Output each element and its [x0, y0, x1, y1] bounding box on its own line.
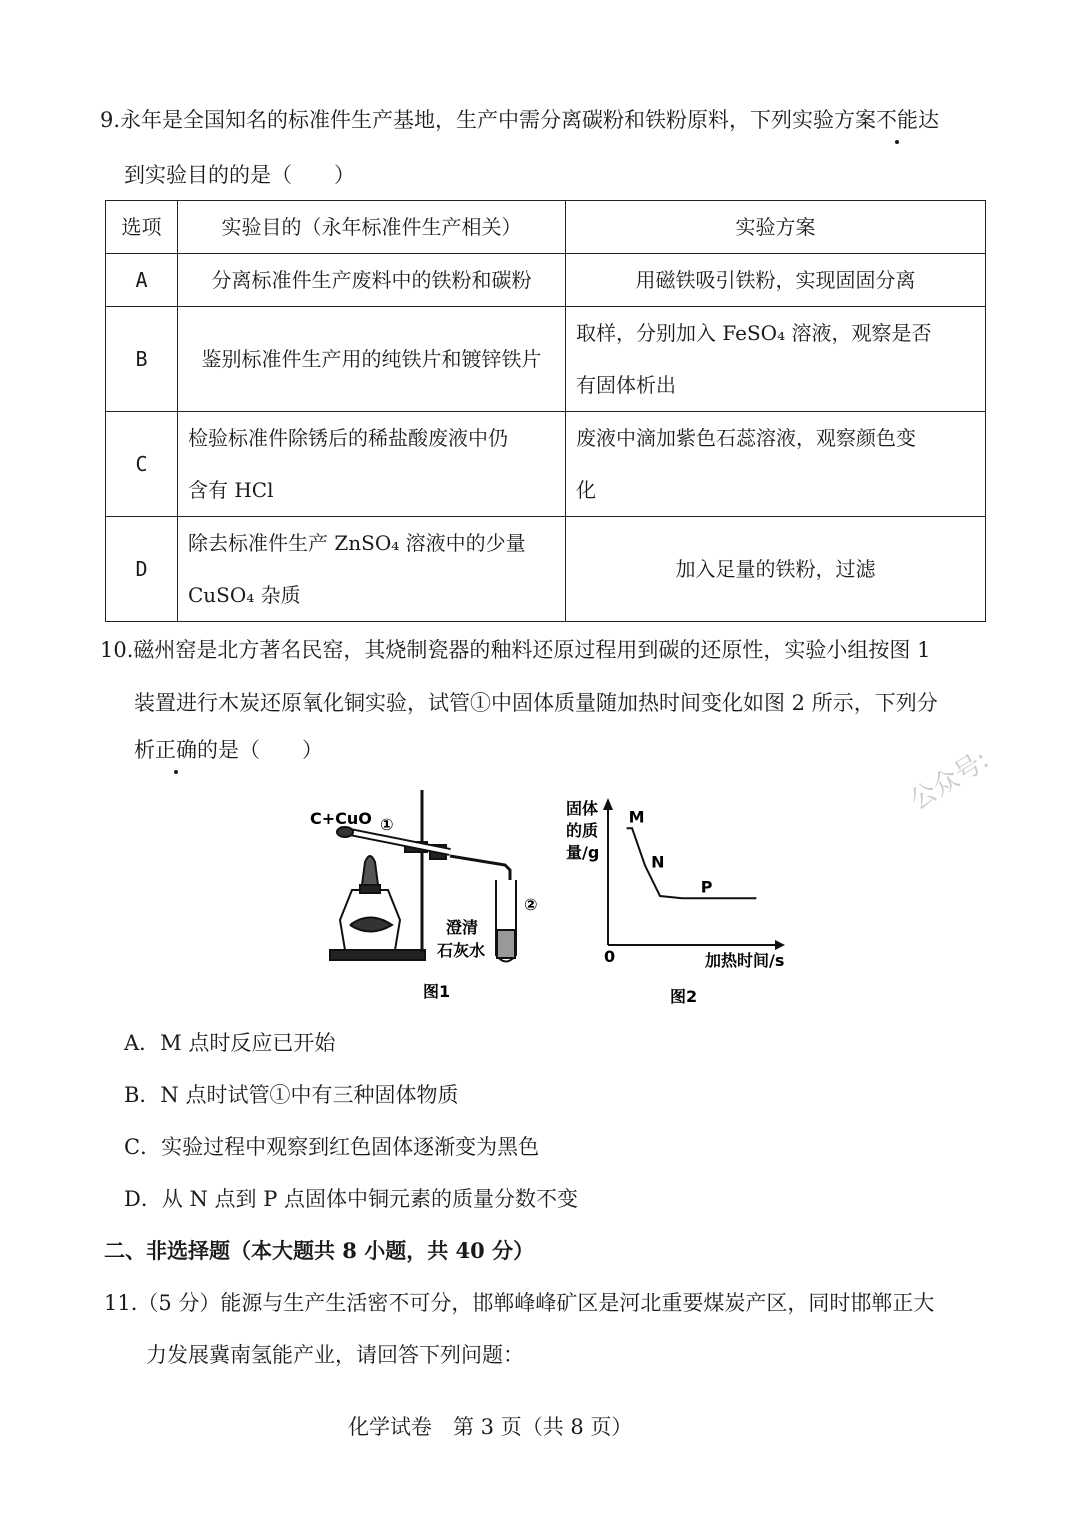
q9-table	[105, 200, 986, 622]
row-plan: 取样，分别加入 FeSO₄ 溶液，观察是否 有固体析出	[566, 307, 986, 412]
row-plan: 加入足量的铁粉，过滤	[566, 517, 986, 622]
table-row	[106, 307, 986, 412]
row-purpose: 分离标准件生产废料中的铁粉和碳粉	[178, 254, 566, 307]
q11-line1: 11.（5 分）能源与生产生活密不可分，邯郸峰峰矿区是河北重要煤炭产区，同时邯郸正大	[104, 1291, 935, 1315]
row-purpose: 检验标准件除锈后的稀盐酸废液中仍 含有 HCl	[178, 412, 566, 517]
q10-emphasis: 正确	[155, 735, 197, 765]
tube2-label: ②	[524, 895, 538, 914]
origin-label: 0	[604, 947, 616, 966]
y-label-2: 的质	[566, 821, 599, 840]
q9-line1: 9.永年是全国知名的标准件生产基地，生产中需分离碳粉和铁粉原料，下列实验方案不能达	[100, 105, 939, 135]
row-option: B	[106, 307, 178, 412]
section-2-heading: 二、非选择题（本大题共 8 小题，共 40 分）	[104, 1238, 535, 1263]
point-n-label: N	[651, 852, 665, 872]
tube1-label: ①	[380, 815, 394, 834]
row-purpose: 鉴别标准件生产用的纯铁片和镀锌铁片	[178, 307, 566, 412]
watermark-text: 公众号:	[904, 744, 995, 817]
table-row	[106, 412, 986, 517]
q10-option-b: B．N 点时试管①中有三种固体物质	[124, 1083, 459, 1107]
header-purpose: 实验目的（永年标准件生产相关）	[178, 201, 566, 254]
row-option: A	[106, 254, 178, 307]
page-footer: 化学试卷 第 3 页（共 8 页）	[348, 1415, 633, 1439]
mass-curve	[627, 828, 757, 898]
q10-option-a: A．M 点时反应已开始	[124, 1031, 336, 1055]
figure-1-caption: 图1	[423, 982, 451, 1001]
row-plan: 废液中滴加紫色石蕊溶液，观察颜色变 化	[566, 412, 986, 517]
row-purpose: 除去标准件生产 ZnSO₄ 溶液中的少量 CuSO₄ 杂质	[178, 517, 566, 622]
header-plan: 实验方案	[566, 201, 986, 254]
figure-2-caption: 图2	[670, 987, 698, 1006]
q10-line3: 析正确的是（ ）	[134, 735, 323, 765]
q9-line2: 到实验目的的是（ ）	[124, 163, 355, 187]
liquid-label-1: 澄清	[446, 918, 479, 937]
q10-option-d: D．从 N 点到 P 点固体中铜元素的质量分数不变	[124, 1187, 579, 1211]
q11-line2: 力发展冀南氢能产业，请回答下列问题：	[146, 1343, 524, 1367]
x-label: 加热时间/s	[705, 951, 785, 970]
q9-table-header	[106, 201, 986, 254]
q10-line1: 10.磁州窑是北方著名民窑，其烧制瓷器的釉料还原过程用到碳的还原性，实验小组按图 1	[100, 638, 931, 662]
x-axis-arrow-icon	[775, 940, 785, 950]
q10-option-c: C．实验过程中观察到红色固体逐渐变为黑色	[124, 1135, 540, 1159]
y-label-1: 固体	[566, 799, 599, 818]
point-p-label: P	[700, 877, 713, 897]
figure-2-chart	[560, 790, 810, 1010]
point-m-label: M	[628, 807, 645, 827]
figure-1-apparatus	[300, 790, 560, 1010]
y-label-3: 量/g	[566, 843, 600, 862]
table-row	[106, 517, 986, 622]
header-option: 选项	[106, 201, 178, 254]
row-plan: 用磁铁吸引铁粉，实现固固分离	[566, 254, 986, 307]
q9-emphasis: 不能	[876, 105, 918, 135]
reagent-label: C+CuO	[310, 809, 372, 828]
row-option: C	[106, 412, 178, 517]
q10-line2: 装置进行木炭还原氧化铜实验，试管①中固体质量随加热时间变化如图 2 所示，下列分	[134, 691, 938, 715]
y-axis-arrow-icon	[603, 798, 613, 810]
table-row	[106, 254, 986, 307]
liquid-label-2: 石灰水	[437, 941, 486, 960]
row-option: D	[106, 517, 178, 622]
